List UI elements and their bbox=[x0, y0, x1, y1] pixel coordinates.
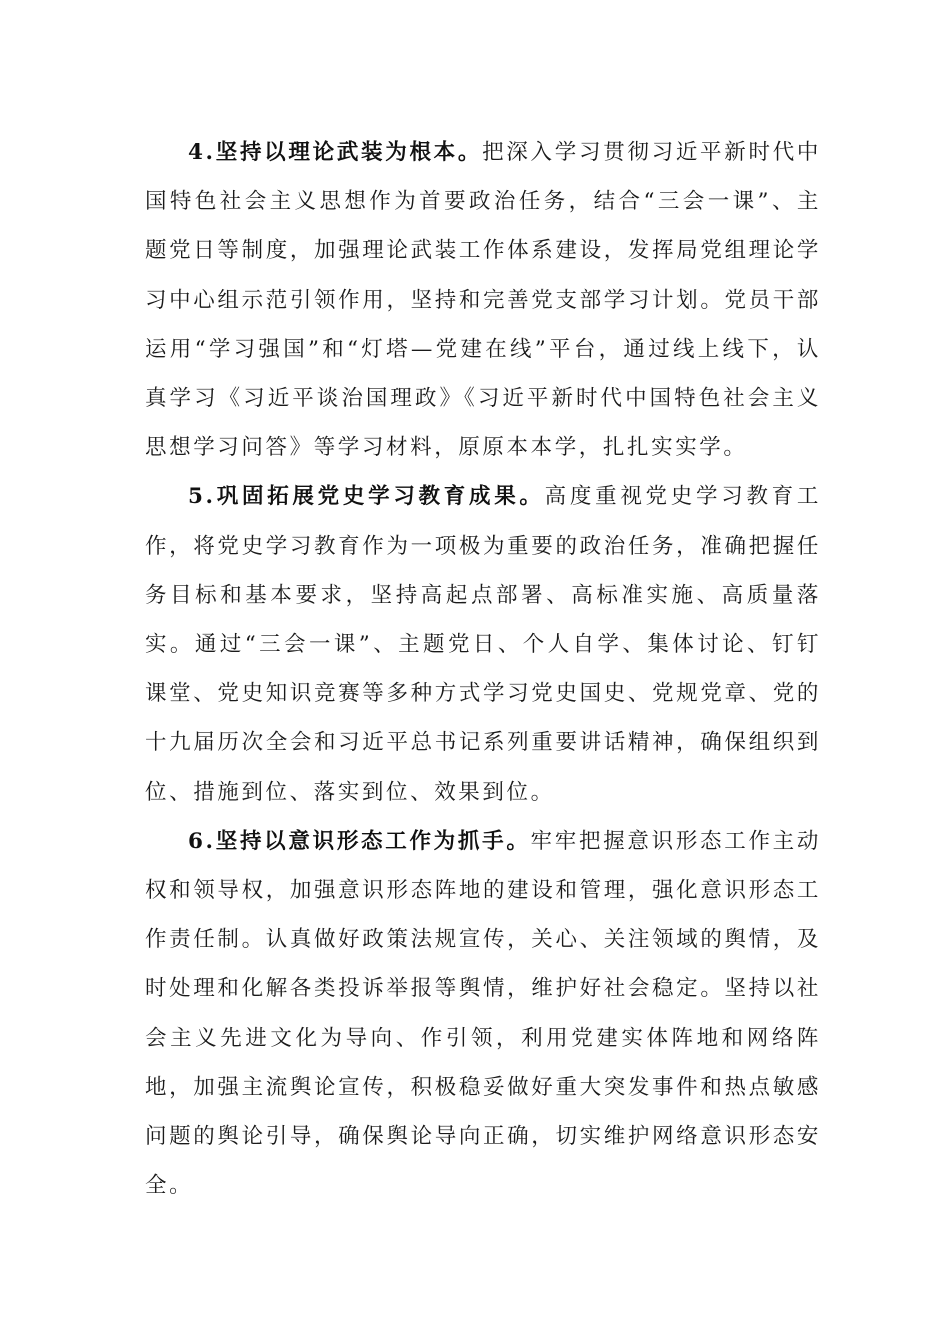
paragraph-5-heading: 5.巩固拓展党史学习教育成果。 bbox=[188, 484, 545, 510]
paragraph-4-text: 把深入学习贯彻习近平新时代中国特色社会主义思想作为首要政治任务，结合“三会一课”、主题党日等制度，加强理论武装工作体系建设，发挥局党组理论学习中心组示范引领作用，坚持和完善党支部学习计划。党员干部运用“学习强国”和“灯塔—党建在线”平台，通过线上线下，认真学习《习近平谈治国理政》《习近平新时代中国特色社会主义思想学习问答》等学习材料，原原本本学，扎扎实实学。 bbox=[145, 140, 822, 461]
paragraph-6-heading: 6.坚持以意识形态工作为抓手。 bbox=[188, 828, 531, 854]
paragraph-5 bbox=[145, 472, 821, 816]
paragraph-4-heading: 4.坚持以理论武装为根本。 bbox=[188, 140, 483, 165]
paragraph-5-text: 高度重视党史学习教育工作，将党史学习教育作为一项极为重要的政治任务，准确把握任务目标和基本要求，坚持高起点部署、高标准实施、高质量落实。通过“三会一课”、主题党日、个人自学、集体讨论、钉钉课堂、党史知识竞赛等多种方式学习党史国史、党规党章、党的十九届历次全会和习近平总书记系列重要讲话精神，确保组织到位、措施到位、落实到位、效果到位。 bbox=[145, 484, 821, 805]
document-body bbox=[145, 128, 821, 1210]
paragraph-4 bbox=[145, 128, 821, 472]
paragraph-6-text: 牢牢把握意识形态工作主动权和领导权，加强意识形态阵地的建设和管理，强化意识形态工作责任制。认真做好政策法规宣传，关心、关注领域的舆情，及时处理和化解各类投诉举报等舆情，维护好社会稳定。坚持以社会主义先进文化为导向、作引领，利用党建实体阵地和网络阵地，加强主流舆论宣传，积极稳妥做好重大突发事件和热点敏感问题的舆论引导，确保舆论导向正确，切实维护网络意识形态安全。 bbox=[145, 828, 821, 1199]
paragraph-6 bbox=[145, 817, 821, 1211]
